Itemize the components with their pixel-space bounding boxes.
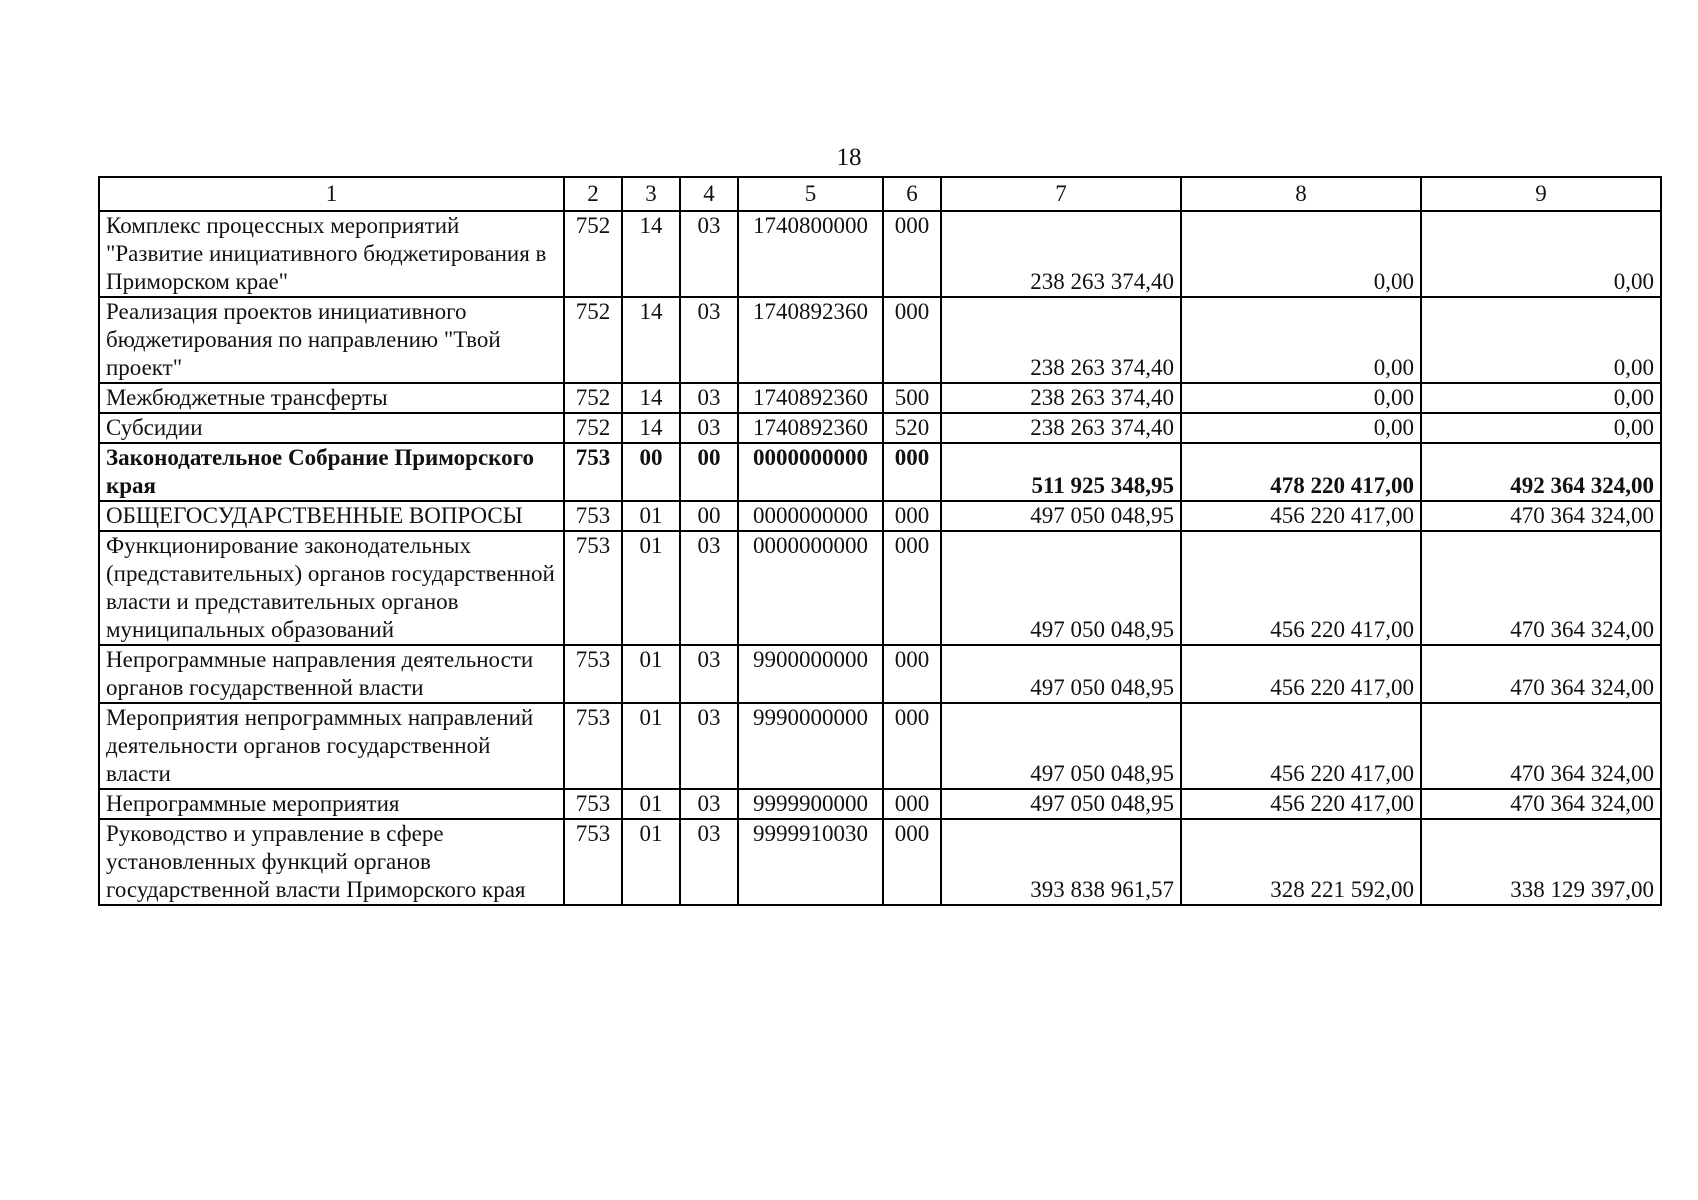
cell-col3: 00 <box>622 443 680 501</box>
cell-name: ОБЩЕГОСУДАРСТВЕННЫЕ ВОПРОСЫ <box>99 501 564 531</box>
cell-col7: 238 263 374,40 <box>941 413 1181 443</box>
cell-col7: 497 050 048,95 <box>941 501 1181 531</box>
cell-col3: 01 <box>622 501 680 531</box>
cell-col3: 14 <box>622 383 680 413</box>
cell-col6: 000 <box>883 789 941 819</box>
cell-col6: 500 <box>883 383 941 413</box>
table-row <box>99 443 1661 501</box>
cell-col4: 03 <box>680 819 738 905</box>
cell-col2: 753 <box>564 645 622 703</box>
cell-col4: 03 <box>680 645 738 703</box>
cell-col9: 0,00 <box>1421 211 1661 297</box>
cell-col4: 03 <box>680 413 738 443</box>
cell-col7: 238 263 374,40 <box>941 211 1181 297</box>
cell-col4: 00 <box>680 501 738 531</box>
cell-name: Межбюджетные трансферты <box>99 383 564 413</box>
cell-col7: 497 050 048,95 <box>941 531 1181 645</box>
column-header: 1 <box>99 177 564 211</box>
cell-col4: 03 <box>680 789 738 819</box>
cell-col3: 01 <box>622 645 680 703</box>
cell-col2: 753 <box>564 501 622 531</box>
cell-name: Законодательное Собрание Приморского края <box>99 443 564 501</box>
cell-col2: 753 <box>564 819 622 905</box>
cell-col7: 393 838 961,57 <box>941 819 1181 905</box>
cell-col9: 492 364 324,00 <box>1421 443 1661 501</box>
cell-col8: 456 220 417,00 <box>1181 645 1421 703</box>
cell-col5: 9990000000 <box>738 703 883 789</box>
cell-col3: 01 <box>622 819 680 905</box>
cell-col2: 752 <box>564 413 622 443</box>
cell-col4: 03 <box>680 211 738 297</box>
column-header: 2 <box>564 177 622 211</box>
cell-col9: 470 364 324,00 <box>1421 531 1661 645</box>
cell-col3: 01 <box>622 703 680 789</box>
cell-name: Непрограммные мероприятия <box>99 789 564 819</box>
cell-col5: 1740800000 <box>738 211 883 297</box>
cell-col6: 000 <box>883 211 941 297</box>
table-row <box>99 501 1661 531</box>
cell-col8: 456 220 417,00 <box>1181 501 1421 531</box>
cell-col6: 000 <box>883 819 941 905</box>
cell-col3: 01 <box>622 531 680 645</box>
cell-col4: 00 <box>680 443 738 501</box>
budget-table <box>98 176 1662 906</box>
cell-col7: 238 263 374,40 <box>941 383 1181 413</box>
cell-col6: 000 <box>883 531 941 645</box>
cell-col8: 0,00 <box>1181 383 1421 413</box>
cell-col2: 752 <box>564 297 622 383</box>
cell-col8: 0,00 <box>1181 413 1421 443</box>
cell-col6: 000 <box>883 443 941 501</box>
cell-col3: 01 <box>622 789 680 819</box>
cell-name: Комплекс процессных мероприятий "Развитие инициативного бюджетирования в Приморском крае" <box>99 211 564 297</box>
cell-col4: 03 <box>680 297 738 383</box>
column-header: 3 <box>622 177 680 211</box>
column-header: 4 <box>680 177 738 211</box>
cell-col6: 000 <box>883 703 941 789</box>
cell-name: Субсидии <box>99 413 564 443</box>
page-number: 18 <box>836 144 862 171</box>
cell-col5: 0000000000 <box>738 443 883 501</box>
cell-col9: 470 364 324,00 <box>1421 501 1661 531</box>
table-row <box>99 211 1661 297</box>
cell-col2: 753 <box>564 789 622 819</box>
cell-col5: 9999900000 <box>738 789 883 819</box>
table-row <box>99 789 1661 819</box>
cell-col3: 14 <box>622 297 680 383</box>
cell-col2: 753 <box>564 703 622 789</box>
cell-col5: 9999910030 <box>738 819 883 905</box>
cell-col8: 456 220 417,00 <box>1181 531 1421 645</box>
cell-col7: 497 050 048,95 <box>941 789 1181 819</box>
table-row <box>99 645 1661 703</box>
cell-col9: 470 364 324,00 <box>1421 789 1661 819</box>
cell-col8: 456 220 417,00 <box>1181 703 1421 789</box>
cell-col7: 238 263 374,40 <box>941 297 1181 383</box>
header-row <box>99 177 1661 211</box>
cell-name: Реализация проектов инициативного бюджетирования по направлению "Твой проект" <box>99 297 564 383</box>
cell-col2: 753 <box>564 443 622 501</box>
cell-col9: 0,00 <box>1421 383 1661 413</box>
cell-col8: 478 220 417,00 <box>1181 443 1421 501</box>
cell-col5: 1740892360 <box>738 383 883 413</box>
cell-col8: 328 221 592,00 <box>1181 819 1421 905</box>
column-header: 8 <box>1181 177 1421 211</box>
cell-name: Функционирование законодательных (представительных) органов государственной власти и представительных органов муниципальных образований <box>99 531 564 645</box>
cell-col7: 497 050 048,95 <box>941 645 1181 703</box>
cell-col5: 0000000000 <box>738 531 883 645</box>
cell-col9: 470 364 324,00 <box>1421 645 1661 703</box>
cell-col9: 470 364 324,00 <box>1421 703 1661 789</box>
cell-col9: 0,00 <box>1421 297 1661 383</box>
cell-name: Непрограммные направления деятельности органов государственной власти <box>99 645 564 703</box>
cell-col5: 0000000000 <box>738 501 883 531</box>
cell-col5: 1740892360 <box>738 297 883 383</box>
cell-col2: 752 <box>564 383 622 413</box>
cell-col9: 338 129 397,00 <box>1421 819 1661 905</box>
table-row <box>99 819 1661 905</box>
cell-col8: 456 220 417,00 <box>1181 789 1421 819</box>
table-row <box>99 413 1661 443</box>
cell-name: Мероприятия непрограммных направлений деятельности органов государственной власти <box>99 703 564 789</box>
cell-col4: 03 <box>680 383 738 413</box>
cell-col7: 511 925 348,95 <box>941 443 1181 501</box>
cell-col3: 14 <box>622 413 680 443</box>
cell-col2: 753 <box>564 531 622 645</box>
column-header: 5 <box>738 177 883 211</box>
table-row <box>99 383 1661 413</box>
cell-col5: 1740892360 <box>738 413 883 443</box>
table-row <box>99 297 1661 383</box>
table-row <box>99 531 1661 645</box>
cell-col2: 752 <box>564 211 622 297</box>
cell-col3: 14 <box>622 211 680 297</box>
cell-col6: 000 <box>883 501 941 531</box>
cell-col6: 520 <box>883 413 941 443</box>
cell-col7: 497 050 048,95 <box>941 703 1181 789</box>
column-header: 9 <box>1421 177 1661 211</box>
cell-col4: 03 <box>680 531 738 645</box>
table-row <box>99 703 1661 789</box>
cell-col8: 0,00 <box>1181 297 1421 383</box>
cell-col6: 000 <box>883 297 941 383</box>
cell-name: Руководство и управление в сфере установленных функций органов государственной власти Приморского края <box>99 819 564 905</box>
table-body <box>99 211 1661 905</box>
cell-col5: 9900000000 <box>738 645 883 703</box>
cell-col6: 000 <box>883 645 941 703</box>
column-header: 6 <box>883 177 941 211</box>
cell-col8: 0,00 <box>1181 211 1421 297</box>
cell-col9: 0,00 <box>1421 413 1661 443</box>
column-header: 7 <box>941 177 1181 211</box>
cell-col4: 03 <box>680 703 738 789</box>
